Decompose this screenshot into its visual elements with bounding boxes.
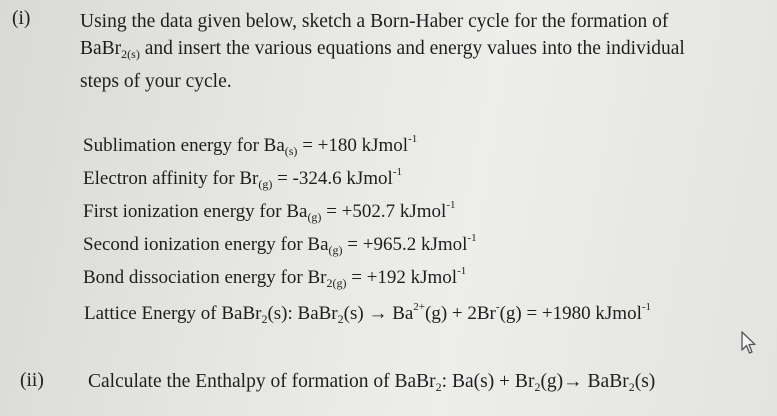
- data-line-value: = +965.2 kJmol: [342, 234, 468, 255]
- part-ii-number: (ii): [20, 370, 44, 391]
- lattice-sup: -: [495, 301, 500, 313]
- intro-line-3: [80, 68, 770, 95]
- part-i-text: [80, 8, 770, 95]
- part-ii-sub: 2: [435, 380, 442, 394]
- intro-line-1-text: Using the data given below, sketch a Born-Haber cycle for the formation of: [80, 11, 669, 32]
- data-line-sub: (g): [307, 210, 322, 224]
- data-line-sup: -1: [392, 166, 403, 178]
- data-line-label: Second ionization energy for Ba: [83, 234, 329, 255]
- data-line-value: = -324.6 kJmol: [272, 168, 393, 189]
- data-line-label: Sublimation energy for Ba: [83, 135, 285, 156]
- intro-line-1: [80, 8, 770, 35]
- part-ii-segment: Calculate the Enthalpy of formation of BaBr: [88, 371, 436, 392]
- data-line-label: First ionization energy for Ba: [83, 201, 308, 222]
- data-line-value: = +502.7 kJmol: [321, 201, 447, 222]
- data-line-lattice-energy: [84, 301, 651, 327]
- data-line-sup: -1: [408, 133, 418, 145]
- intro-line-2-text: BaBr: [80, 38, 122, 59]
- data-line-sub: 2(g): [326, 276, 347, 290]
- data-line-bond-dissociation: [83, 265, 466, 291]
- lattice-sup: 2+: [413, 301, 426, 313]
- lattice-text: (g) + 2Br: [425, 303, 496, 324]
- data-line-label: Bond dissociation energy for Br: [83, 267, 327, 288]
- lattice-sup: -1: [641, 301, 652, 313]
- data-line-sublimation: [83, 133, 417, 159]
- lattice-text: (s) → Ba: [343, 303, 414, 324]
- part-ii-sub: 2: [534, 380, 541, 394]
- data-line-value: = +192 kJmol: [346, 267, 458, 288]
- data-line-sub: (g): [328, 243, 343, 257]
- intro-line-2: [80, 35, 770, 68]
- lattice-text: (s): BaBr: [267, 303, 338, 324]
- lattice-sub: 2: [337, 312, 344, 326]
- part-ii-segment: (s): [634, 371, 656, 392]
- intro-line-2-sub: 2(s): [121, 47, 140, 61]
- lattice-sub: 2: [261, 312, 268, 326]
- mouse-pointer-icon: [740, 330, 758, 361]
- data-line-sub: (g): [258, 177, 273, 191]
- data-line-second-ionization: [83, 232, 477, 258]
- lattice-text: (g) = +1980 kJmol: [499, 303, 642, 324]
- intro-line-2-rest: and insert the various equations and energy values into the individual: [139, 38, 685, 59]
- part-ii-text: [88, 371, 655, 395]
- data-line-electron-affinity: [83, 166, 402, 192]
- part-ii-segment: (g)→ BaBr: [540, 371, 629, 392]
- data-line-first-ionization: [83, 199, 456, 225]
- data-line-sup: -1: [457, 265, 467, 277]
- data-line-sub: (s): [284, 144, 298, 158]
- data-line-sup: -1: [467, 232, 477, 244]
- data-line-value: = +180 kJmol: [297, 135, 409, 156]
- data-line-label: Electron affinity for Br: [83, 168, 259, 189]
- lattice-text: Lattice Energy of BaBr: [84, 303, 262, 324]
- data-line-sup: -1: [446, 199, 456, 211]
- part-i-number: (i): [12, 8, 31, 29]
- intro-line-3-text: steps of your cycle.: [80, 71, 232, 92]
- part-ii-sub: 2: [628, 380, 635, 394]
- part-ii-segment: : Ba(s) + Br: [441, 371, 535, 392]
